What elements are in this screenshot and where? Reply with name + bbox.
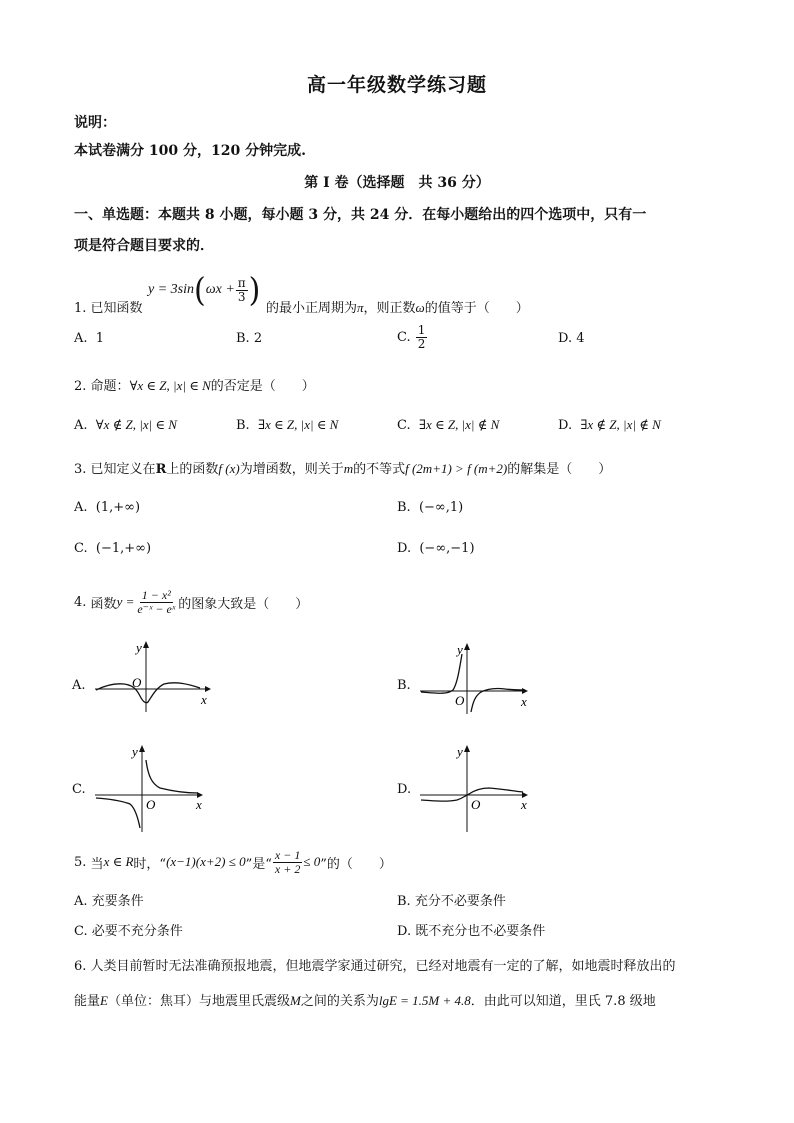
q1-open-paren: ( (194, 270, 206, 310)
curve-left (421, 654, 462, 693)
q1-option-b-label: B. (236, 331, 250, 346)
q1-option-c[interactable] (397, 324, 428, 350)
q1-option-d-label: D. (558, 331, 573, 346)
q3-number: 3. (74, 462, 87, 477)
q3-inequality: f (2m+1) > f (m+2) (405, 461, 508, 476)
q1-option-d[interactable] (558, 331, 585, 346)
q6-line2-c: 之间的关系为 (300, 994, 379, 1009)
q1-option-b-value: 2 (253, 331, 263, 346)
q2-option-b-label: B. (236, 418, 250, 433)
q2-number: 2. (74, 379, 87, 394)
y-axis-arrow (464, 643, 470, 650)
q5-option-d[interactable] (397, 920, 545, 939)
q3-fx: f (x) (218, 461, 240, 476)
q3-mid1: 上的函数 (166, 462, 219, 477)
q5-option-b-value: 充分不必要条件 (414, 894, 506, 909)
q4-graph-a-label: A. (72, 678, 86, 693)
q2-option-c-label: C. (397, 418, 411, 433)
q3-m: m (343, 461, 354, 476)
y-axis-label: y (136, 640, 142, 655)
q2-option-d-label: D. (558, 418, 573, 433)
y-axis-arrow (143, 641, 149, 648)
q1-option-c-fraction (416, 324, 428, 350)
q3-option-b-label: B. (397, 500, 411, 515)
q1-option-b[interactable] (236, 331, 262, 346)
q4-graph-c-label: C. (72, 782, 86, 797)
q2-option-b-value: ∃x ∈ Z, |x| ∈ N (257, 417, 339, 432)
q1-frac-num: π (237, 275, 246, 290)
q5-option-c[interactable] (74, 920, 183, 939)
q2-option-a-label: A. (74, 418, 88, 433)
q3-option-a-value: (1,+∞) (95, 500, 141, 515)
page-title: 高一年级数学练习题 (306, 74, 487, 96)
x-axis-label: x (521, 694, 527, 709)
q5-le: ≤ 0 (303, 854, 321, 869)
q4-stem (74, 582, 308, 622)
q1-frac-den: 3 (237, 289, 246, 304)
q4-graph-d-label: D. (397, 782, 412, 797)
q5-option-b[interactable] (397, 890, 506, 909)
q2-option-a[interactable] (74, 417, 177, 433)
q1-pre: 已知函数 (90, 301, 143, 316)
q1-formula (148, 270, 260, 310)
q3-stem (74, 458, 611, 477)
q6-line2-b: （单位：焦耳）与地震里氏震级 (107, 994, 290, 1009)
q5-mid1: 时，“ (133, 856, 167, 872)
q6-line2-a: 能量 (74, 994, 101, 1009)
q3-option-b[interactable] (397, 500, 463, 515)
q5-frac-num: x − 1 (274, 847, 301, 862)
q2-option-c-value: ∃x ∈ Z, |x| ∉ N (418, 417, 500, 432)
y-axis-label: y (132, 744, 138, 759)
q1-number: 1. (74, 301, 87, 316)
q6-line1-text: 人类目前暂时无法准确预报地震，但地震学家通过研究，已经对地震有一定的了解，如地震时释放出的 (90, 959, 676, 974)
curve-right (471, 688, 525, 712)
q1-option-c-den: 2 (417, 336, 426, 351)
q5-option-c-label: C. (74, 924, 88, 939)
q4-y: y = (116, 594, 135, 609)
q1-post: 的值等于（ ） (424, 301, 529, 316)
q2-option-d[interactable] (558, 417, 661, 433)
curve-left (96, 798, 140, 828)
section-instruction-line2: 项是符合题目要求的． (74, 238, 214, 254)
q5-option-d-label: D. (397, 924, 412, 939)
y-axis-arrow (464, 745, 470, 752)
intro-text: 本试卷满分 100 分，120 分钟完成. (74, 143, 306, 159)
q5-option-a-value: 充要条件 (91, 894, 144, 909)
origin-label: O (471, 797, 481, 812)
q1-close-paren: ) (248, 270, 261, 310)
q2-stem (74, 375, 315, 394)
q4-post: 的图象大致是（ ） (178, 596, 309, 612)
q1-option-a-value: 1 (95, 331, 105, 346)
q1-option-a[interactable] (74, 331, 104, 346)
q3-option-c-value: (−1,+∞) (95, 541, 152, 556)
origin-label: O (146, 797, 156, 812)
q3-option-c[interactable] (74, 541, 151, 556)
origin-label: O (455, 693, 465, 708)
q5-option-d-value: 既不充分也不必要条件 (415, 924, 546, 939)
q5-stem (74, 842, 392, 882)
q3-mid2: 为增函数，则关于 (239, 462, 344, 477)
q6-energy-var: E (100, 993, 108, 1008)
q3-option-a-label: A. (74, 500, 88, 515)
q1-pi: π (357, 300, 364, 315)
q6-formula: lgE = 1.5M + 4.8 (378, 993, 471, 1008)
q2-statement: ∀x ∈ Z, |x| ∈ N (129, 378, 211, 393)
q4-graph-a[interactable] (90, 638, 215, 713)
q3-option-c-label: C. (74, 541, 88, 556)
q3-real-set: R (155, 462, 167, 477)
x-axis-label: x (521, 797, 527, 812)
q3-mid3: 的不等式 (353, 462, 406, 477)
q5-post: ”的（ ） (320, 856, 392, 872)
y-axis-arrow (139, 745, 145, 752)
section-instruction-line1: 一、单选题：本题共 8 小题，每小题 3 分，共 24 分．在每小题给出的四个选项中，只有一 (74, 207, 647, 223)
q2-option-b[interactable] (236, 417, 338, 433)
q6-line1 (74, 955, 734, 974)
q5-expr1: (x−1)(x+2) ≤ 0 (166, 854, 246, 869)
curve (96, 683, 200, 703)
q2-option-d-value: ∃x ∉ Z, |x| ∉ N (580, 417, 661, 432)
q1-formula-inner: ωx + (205, 282, 235, 297)
q4-pre: 函数 (90, 596, 117, 612)
q5-option-a-label: A. (74, 894, 88, 909)
q1-option-a-label: A. (74, 331, 88, 346)
q1-mid2: ，则正数 (363, 301, 416, 316)
q5-option-b-label: B. (397, 894, 411, 909)
q6-line2-d: ．由此可以知道，里氏 7.8 级地 (470, 994, 656, 1009)
q1-formula-lhs: y = 3sin (148, 282, 194, 297)
q5-condition: x ∈ R (103, 854, 134, 869)
q2-post: 的否定是（ ） (210, 379, 315, 394)
q6-number: 6. (74, 959, 87, 974)
q1-option-d-value: 4 (576, 331, 585, 346)
q6-magnitude-var: M (289, 993, 301, 1008)
q1-stem (74, 297, 143, 316)
q6-line2 (74, 990, 734, 1009)
q4-graph-b-label: B. (397, 678, 411, 693)
q1-fraction (236, 277, 248, 303)
q4-graph-c[interactable] (90, 742, 210, 834)
curve-right (146, 760, 198, 793)
q4-frac-num: 1 − x² (141, 587, 171, 602)
q3-option-d[interactable] (397, 541, 475, 556)
x-axis-label: x (201, 692, 207, 707)
q2-option-a-value: ∀x ∉ Z, |x| ∈ N (95, 417, 177, 432)
y-axis-label: y (457, 744, 463, 759)
q1-option-c-num: 1 (417, 323, 426, 337)
section-heading: 第 I 卷（选择题 共 36 分） (304, 175, 490, 191)
q3-option-a[interactable] (74, 500, 140, 515)
q1-stem-tail (266, 297, 529, 316)
q3-pre: 已知定义在 (90, 462, 156, 477)
q3-post: 的解集是（ ） (507, 462, 612, 477)
q5-mid2: ”是“ (245, 856, 272, 872)
q2-option-c[interactable] (397, 417, 499, 433)
q1-omega: ω (415, 300, 425, 315)
q1-option-c-label: C. (397, 329, 411, 345)
q5-option-a[interactable] (74, 890, 144, 909)
q2-pre: 命题： (90, 379, 130, 394)
intro-label: 说明： (74, 115, 116, 131)
q5-fraction (273, 849, 302, 875)
q5-number: 5. (74, 854, 87, 870)
q3-option-d-value: (−∞,−1) (419, 541, 475, 556)
q4-frac-den: e⁻ˣ − eˣ (137, 601, 176, 616)
q4-graph-b[interactable] (415, 640, 535, 715)
q1-mid: 的最小正周期为 (266, 301, 358, 316)
q3-option-b-value: (−∞,1) (418, 500, 464, 515)
q5-pre: 当 (90, 856, 104, 872)
x-axis-label: x (196, 797, 202, 812)
origin-label: O (132, 675, 142, 690)
y-axis-label: y (457, 642, 463, 657)
q3-option-d-label: D. (397, 541, 412, 556)
q4-fraction (135, 589, 177, 615)
q5-frac-den: x + 2 (274, 861, 301, 876)
q5-option-c-value: 必要不充分条件 (91, 924, 183, 939)
q4-graph-d[interactable] (415, 742, 535, 834)
q4-number: 4. (74, 594, 87, 610)
